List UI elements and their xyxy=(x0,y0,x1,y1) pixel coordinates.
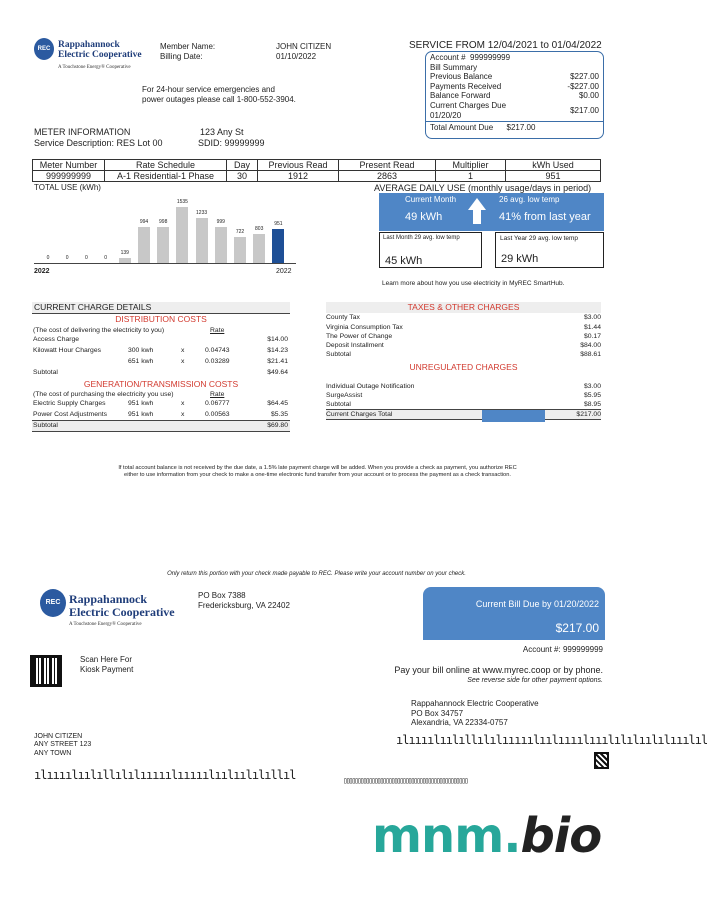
logo-mark-text: REC xyxy=(37,46,51,52)
account-summary-box xyxy=(425,51,604,139)
generation-title: GENERATION/TRANSMISSION COSTS xyxy=(83,378,239,389)
usage-bar xyxy=(253,234,265,263)
bill-summary-label: Bill Summary xyxy=(430,62,478,72)
sdid: SDID: 99999999 xyxy=(198,138,265,148)
brand-part2: bio xyxy=(520,808,602,864)
usage-bar xyxy=(138,227,150,263)
remit-line: Rappahannock Electric Cooperative xyxy=(411,699,539,708)
tax-row xyxy=(326,341,601,350)
unreg-label: Subtotal xyxy=(326,401,351,409)
usage-bar-label: 951 xyxy=(274,220,283,227)
stub-po-address xyxy=(198,591,290,610)
last-month-value: 45 kWh xyxy=(385,255,423,267)
current-month-panel xyxy=(379,193,604,231)
tax-row xyxy=(326,332,601,341)
charge-qty: 651 kwh xyxy=(128,357,154,365)
rate-header: Rate xyxy=(210,326,225,334)
smarthub-note: Learn more about how you use electricity in MyREC SmartHub. xyxy=(382,280,565,287)
tax-value: $88.61 xyxy=(580,351,601,359)
stub-account xyxy=(523,645,603,655)
subtotal-row xyxy=(32,421,290,432)
arrow-up-icon xyxy=(468,198,486,210)
avg-daily-title: AVERAGE DAILY USE (monthly usage/days in period) xyxy=(374,183,592,193)
tax-row xyxy=(326,350,601,359)
scan-line: ▯▯▯▯▯▯▯▯▯▯▯▯▯▯▯▯▯▯▯▯▯▯▯▯▯▯▯▯▯▯▯▯▯▯▯▯▯▯▯▯▯▯▯▯ xyxy=(343,776,467,785)
notice-line1: If total account balance is not received by the due date, a 1.5% late payment charge will be added. When you provide a check as payment, you authorize REC xyxy=(118,465,517,471)
account-number: 999999999 xyxy=(470,53,511,62)
change-from-last-year: 41% from last year xyxy=(499,211,591,223)
charge-row xyxy=(32,357,290,368)
usage-bar xyxy=(215,227,227,263)
charge-qty: 300 kwh xyxy=(128,346,154,354)
scan-line2: Kiosk Payment xyxy=(80,664,134,674)
meter-col-header: Meter Number xyxy=(33,160,105,171)
total-due-label: Total Amount Due xyxy=(430,123,494,133)
unreg-row xyxy=(326,382,601,391)
meter-cell: A-1 Residential-1 Phase xyxy=(105,171,227,182)
tax-label: County Tax xyxy=(326,314,360,322)
remit-line: Alexandria, VA 22334-0757 xyxy=(411,718,508,728)
brand-watermark xyxy=(372,808,601,864)
return-portion-note: Only return this portion with your check made payable to REC. Please write your account number on your check. xyxy=(167,571,466,577)
stub-account-label: Account #: xyxy=(522,645,561,654)
customer-address xyxy=(34,733,91,758)
remit-line: PO Box 34757 xyxy=(411,708,464,718)
summary-value: $217.00 xyxy=(570,105,599,115)
company-name-line2: Electric Cooperative xyxy=(69,604,175,619)
meter-cell: 30 xyxy=(227,171,258,182)
last-month-label: Last Month 29 avg. low temp xyxy=(383,235,460,241)
charges-total-row xyxy=(326,410,601,420)
account-label: Account # xyxy=(430,53,466,62)
charge-label: Electric Supply Charges xyxy=(33,400,106,408)
member-values xyxy=(276,42,331,61)
charge-row xyxy=(32,335,290,346)
usage-bar-label: 139 xyxy=(120,249,129,256)
usage-bar xyxy=(234,237,246,263)
unreg-value: $8.95 xyxy=(583,401,601,409)
subtotal-value: $49.64 xyxy=(267,368,288,376)
current-month-value: 49 kWh xyxy=(405,211,443,223)
remit-barcode: ılıııılıılıllılılııııılıılıııılııılılılıılılııılıl xyxy=(396,733,707,747)
brand-part1: mnm. xyxy=(372,808,521,864)
logo-mark xyxy=(40,589,66,617)
bill-due-label: Current Bill Due by 01/20/2022 xyxy=(475,599,599,609)
meter-col-header: kWh Used xyxy=(506,160,601,171)
chart-baseline xyxy=(34,263,296,264)
customer-barcode: ılıııılıılıllılılııııılııııılıılıılılıllıl xyxy=(34,768,296,782)
billing-date: 01/10/2022 xyxy=(276,51,317,61)
charge-times: x xyxy=(181,346,185,354)
usage-bar xyxy=(157,227,169,263)
meter-table-row xyxy=(33,171,601,182)
late-payment-notice xyxy=(30,465,605,480)
charges-total-label: Current Charges Total xyxy=(326,411,393,419)
subtotal-label: Subtotal xyxy=(33,422,58,430)
po-line2: Fredericksburg, VA 22402 xyxy=(198,600,290,610)
summary-row xyxy=(430,72,599,82)
member-name: JOHN CITIZEN xyxy=(276,42,332,51)
usage-bar-label: 0 xyxy=(104,255,107,261)
scan-line1: Scan Here For xyxy=(80,655,133,664)
charges-total-value: $217.00 xyxy=(576,411,601,419)
customer-line: ANY STREET 123 xyxy=(34,741,92,749)
charge-row xyxy=(32,410,290,421)
charge-label: Power Cost Adjustments xyxy=(33,411,108,419)
usage-bar xyxy=(196,218,208,263)
charge-times: x xyxy=(181,411,185,419)
usage-bar-label: 0 xyxy=(65,255,69,261)
charge-rate: 0.00563 xyxy=(205,411,230,419)
last-year-value: 29 kWh xyxy=(501,253,539,265)
company-tagline: A Touchstone Energy® Cooperative xyxy=(69,622,142,627)
charge-times: x xyxy=(181,400,185,408)
arrow-up-stem xyxy=(473,210,481,224)
charge-details-title: CURRENT CHARGE DETAILS xyxy=(32,302,290,314)
usage-bar-label: 0 xyxy=(46,255,50,261)
meter-table-header xyxy=(33,160,601,171)
meter-col-header: Multiplier xyxy=(436,160,506,171)
member-name-label: Member Name: xyxy=(160,42,216,51)
rate-header: Rate xyxy=(210,391,225,399)
usage-bar-label: 1535 xyxy=(176,199,188,206)
company-tagline: A Touchstone Energy® Cooperative xyxy=(58,65,131,70)
meter-table xyxy=(32,159,601,182)
service-period: SERVICE FROM 12/04/2021 to 01/04/2022 xyxy=(409,40,602,51)
usage-bar-label: 998 xyxy=(159,218,168,225)
notice-line2: either to use information from your check to make a one-time electronic fund transfer from your account or to process the payment as a check transaction. xyxy=(124,472,511,479)
subtotal-row xyxy=(32,368,290,379)
qr-code-icon xyxy=(30,655,62,687)
charge-qty: 951 kwh xyxy=(128,411,154,419)
charge-details-panel xyxy=(32,302,290,432)
tax-label: Subtotal xyxy=(326,351,351,359)
charge-qty: 951 kwh xyxy=(128,400,154,408)
logo-mark xyxy=(34,38,54,60)
summary-value: $0.00 xyxy=(578,91,599,101)
usage-chart xyxy=(34,195,296,263)
meter-cell: 999999999 xyxy=(33,171,105,182)
current-month-label: Current Month xyxy=(405,195,457,204)
charge-times: x xyxy=(181,357,185,365)
unreg-label: SurgeAssist xyxy=(326,391,363,399)
summary-row xyxy=(430,101,599,120)
distribution-subtitle: (The cost of delivering the electricity to you) xyxy=(33,326,165,334)
reverse-side-note: See reverse side for other payment options. xyxy=(467,677,603,684)
charge-row xyxy=(32,399,290,410)
subtotal-value: $69.80 xyxy=(267,422,288,430)
usage-bar xyxy=(272,229,284,263)
stub-account-number: 999999999 xyxy=(562,645,603,654)
meter-col-header: Previous Read xyxy=(258,160,339,171)
bill-due-panel xyxy=(423,587,605,640)
tax-label: Deposit Installment xyxy=(326,341,384,349)
generation-subtitle: (The cost of purchasing the electricity you use) xyxy=(33,391,174,399)
remit-address xyxy=(411,699,539,728)
charge-amount: $5.35 xyxy=(270,411,288,419)
company-name-line1: Rappahannock xyxy=(58,40,120,50)
charge-label: Access Charge xyxy=(33,335,80,343)
po-line1: PO Box 7388 xyxy=(198,591,246,600)
meter-col-header: Day xyxy=(227,160,258,171)
redaction-bar xyxy=(482,410,545,422)
last-year-box xyxy=(495,232,604,268)
tax-value: $3.00 xyxy=(583,314,601,322)
tax-row xyxy=(326,323,601,332)
meter-cell: 1912 xyxy=(258,171,339,182)
meter-cell: 951 xyxy=(506,171,601,182)
company-name-line2: Electric Cooperative xyxy=(58,49,142,60)
tax-value: $0.17 xyxy=(583,332,601,340)
customer-line: JOHN CITIZEN xyxy=(34,733,83,740)
customer-line: ANY TOWN xyxy=(34,749,72,757)
small-qr-icon xyxy=(594,752,609,769)
unreg-value: $3.00 xyxy=(583,382,601,390)
usage-bar-label: 1233 xyxy=(196,210,208,217)
emergency-line1: For 24-hour service emergencies and xyxy=(142,85,275,94)
summary-row xyxy=(430,82,599,92)
chart-year-start: 2022 xyxy=(34,268,50,275)
charge-row xyxy=(32,346,290,357)
emergency-line2: power outages please call 1-800-552-3904. xyxy=(142,94,296,104)
last-month-box xyxy=(379,232,482,268)
charge-rate: 0.03289 xyxy=(205,357,230,365)
summary-label: Previous Balance xyxy=(430,72,493,82)
distribution-subheader xyxy=(32,326,290,335)
kiosk-label xyxy=(80,655,133,674)
tax-value: $1.44 xyxy=(583,323,601,331)
emergency-note xyxy=(142,85,296,104)
generation-subheader xyxy=(32,390,290,399)
usage-bar-label: 0 xyxy=(85,255,88,261)
avg-temp-label: 26 avg. low temp xyxy=(499,195,560,204)
charge-amount: $14.00 xyxy=(267,335,288,343)
company-name-line1: Rappahannock xyxy=(69,592,148,606)
tax-value: $84.00 xyxy=(580,341,601,349)
tax-label: The Power of Change xyxy=(326,332,393,340)
bill-due-amount: $217.00 xyxy=(555,621,599,635)
usage-chart-title: TOTAL USE (kWh) xyxy=(34,183,101,192)
member-labels xyxy=(160,42,215,61)
summary-value: -$227.00 xyxy=(567,81,599,91)
total-due-row xyxy=(426,121,603,134)
unreg-label: Individual Outage Notification xyxy=(326,382,415,390)
service-description: Service Description: RES Lot 00 xyxy=(34,138,163,148)
meter-address: 123 Any St xyxy=(200,127,244,137)
usage-bar-label: 803 xyxy=(255,225,264,232)
logo-mark-text: REC xyxy=(45,599,61,606)
charge-rate: 0.04743 xyxy=(205,346,230,354)
summary-value: $227.00 xyxy=(570,72,599,82)
total-due-value: $217.00 xyxy=(506,123,536,133)
usage-bar-label: 722 xyxy=(235,228,245,235)
charge-rate: 0.06777 xyxy=(205,400,230,408)
tax-label: Virginia Consumption Tax xyxy=(326,323,403,331)
taxes-panel xyxy=(326,302,601,420)
summary-label: Current Charges Due 01/20/20 xyxy=(430,100,507,120)
subtotal-label: Subtotal xyxy=(33,368,58,376)
tax-row xyxy=(326,313,601,322)
meter-info-title: METER INFORMATION xyxy=(34,127,131,137)
taxes-title: TAXES & OTHER CHARGES xyxy=(326,302,601,313)
usage-bar-label: 999 xyxy=(216,218,225,225)
last-year-label: Last Year 29 avg. low temp xyxy=(500,235,579,242)
meter-cell: 1 xyxy=(436,171,506,182)
account-number-row xyxy=(430,53,599,63)
unreg-value: $5.95 xyxy=(583,391,601,399)
summary-row xyxy=(430,91,599,101)
pay-online-note: Pay your bill online at www.myrec.coop or by phone. xyxy=(394,665,603,675)
usage-bar xyxy=(176,207,188,263)
summary-label: Balance Forward xyxy=(430,91,491,101)
chart-year-end: 2022 xyxy=(276,268,292,275)
summary-label: Payments Received xyxy=(430,81,502,91)
charge-label: Kilowatt Hour Charges xyxy=(33,346,101,354)
unreg-row xyxy=(326,391,601,400)
charge-amount: $21.41 xyxy=(267,357,288,365)
distribution-title: DISTRIBUTION COSTS xyxy=(115,314,207,325)
meter-cell: 2863 xyxy=(339,171,436,182)
unregulated-title: UNREGULATED CHARGES xyxy=(409,362,518,373)
meter-col-header: Rate Schedule xyxy=(105,160,227,171)
usage-bar-label: 994 xyxy=(139,218,149,225)
billing-date-label: Billing Date: xyxy=(160,51,203,61)
charge-amount: $64.45 xyxy=(267,400,288,408)
unreg-row xyxy=(326,400,601,410)
meter-col-header: Present Read xyxy=(339,160,436,171)
charge-amount: $14.23 xyxy=(267,346,288,354)
